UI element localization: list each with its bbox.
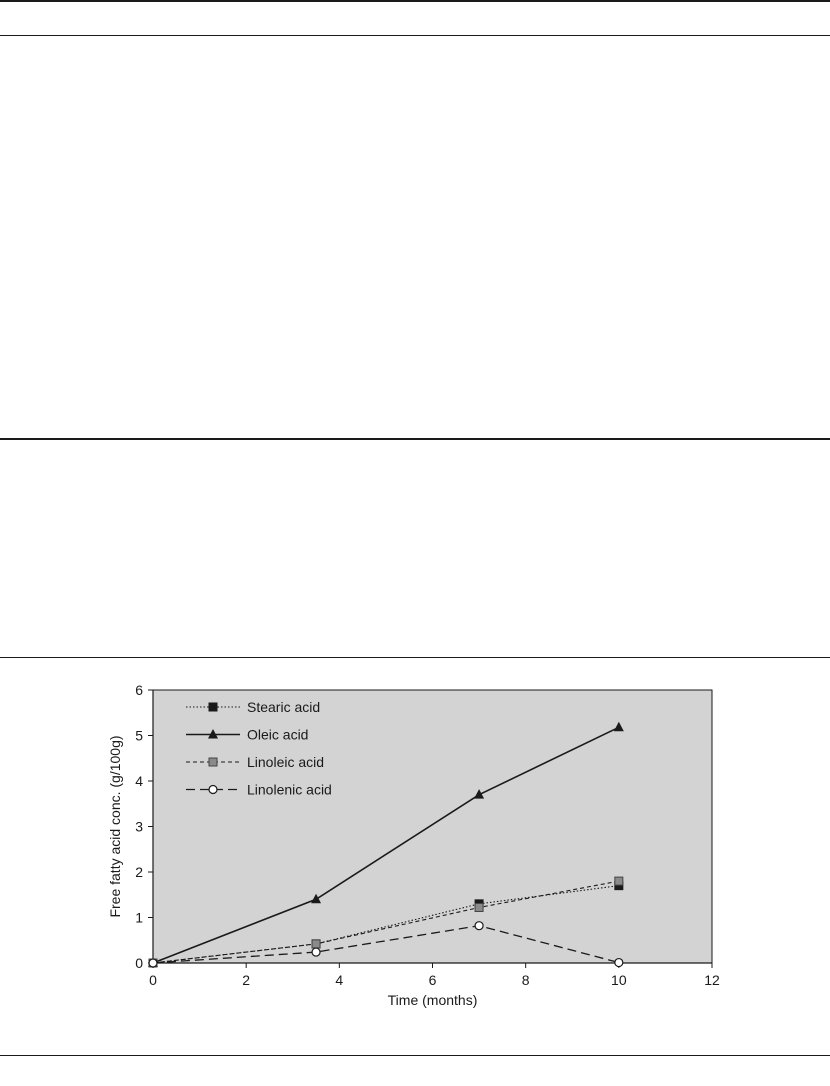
plot-area (153, 690, 712, 963)
data-point-linoleic-acid (312, 940, 320, 948)
x-tick-label: 8 (521, 972, 530, 988)
y-tick-label: 2 (135, 864, 143, 880)
legend-label-oleic-acid: Oleic acid (247, 726, 309, 743)
data-point-linoleic-acid (615, 877, 623, 885)
data-point-linolenic-acid (149, 959, 157, 967)
y-axis-label: Free fatty acid conc. (g/100g) (107, 735, 123, 918)
y-tick-label: 5 (135, 727, 143, 744)
x-tick-label: 4 (335, 972, 344, 988)
data-point-linolenic-acid (615, 959, 623, 967)
plot-background (153, 690, 712, 963)
legend-marker-linoleic-acid (209, 758, 217, 766)
data-point-linolenic-acid (475, 922, 483, 930)
legend-label-stearic-acid: Stearic acid (247, 699, 321, 715)
y-tick-label: 1 (135, 909, 143, 926)
y-tick-label: 4 (135, 773, 143, 789)
x-tick-label: 0 (149, 972, 157, 988)
x-tick-label: 2 (242, 972, 251, 988)
y-tick-label: 6 (135, 682, 143, 698)
legend-label-linoleic-acid: Linoleic acid (247, 754, 325, 770)
y-tick-label: 0 (135, 955, 143, 971)
legend-marker-stearic-acid (209, 703, 218, 712)
x-axis-label: Time (months) (387, 992, 478, 1008)
legend-label-linolenic-acid: Linolenic acid (247, 781, 332, 798)
x-tick-label: 6 (428, 972, 437, 988)
legend-marker-linolenic-acid (209, 786, 217, 794)
data-point-linolenic-acid (312, 948, 320, 956)
data-point-linoleic-acid (475, 903, 483, 911)
x-tick-label: 12 (704, 972, 720, 988)
x-tick-label: 10 (611, 972, 627, 988)
y-tick-label: 3 (135, 818, 143, 835)
